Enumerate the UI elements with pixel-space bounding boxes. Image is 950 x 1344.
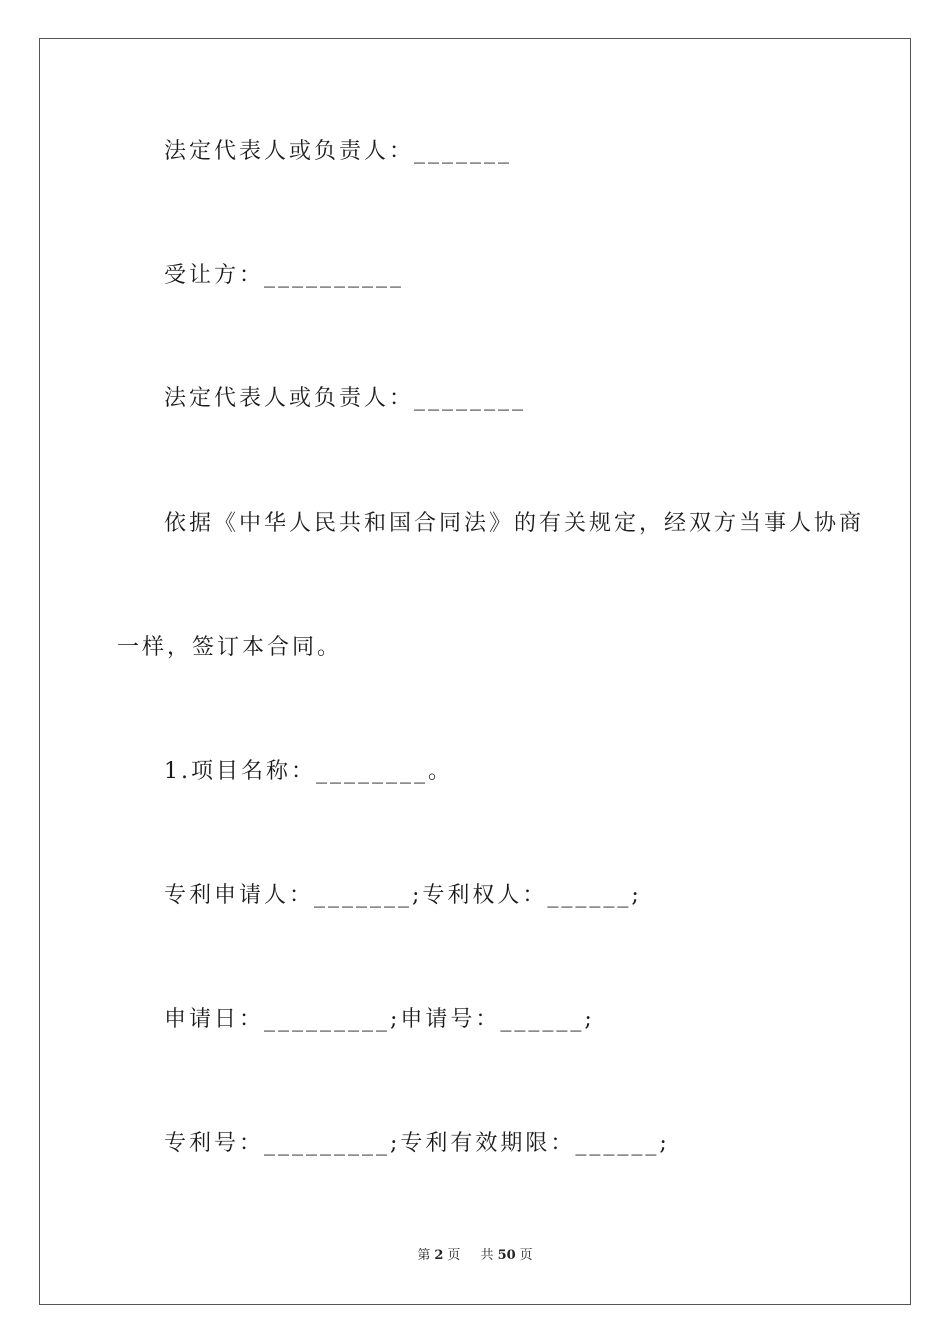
legal-representative-line-2: 法定代表人或负责人：________ xyxy=(164,386,527,411)
patent-applicant-line: 专利申请人：_______;专利权人：______; xyxy=(164,883,642,908)
total-prefix: 共 xyxy=(480,1248,494,1263)
page-suffix: 页 xyxy=(447,1248,461,1263)
application-date-line: 申请日：_________;申请号：______; xyxy=(164,1007,595,1032)
page-footer xyxy=(0,1247,950,1265)
patent-number-line: 专利号：_________;专利有效期限：______; xyxy=(164,1131,670,1156)
total-count: 50 xyxy=(497,1248,516,1263)
page-total xyxy=(479,1248,535,1263)
preamble-paragraph-line-2: 一样，签订本合同。 xyxy=(117,635,343,660)
page-number xyxy=(415,1248,462,1263)
page-current: 2 xyxy=(434,1248,444,1263)
total-suffix: 页 xyxy=(519,1248,533,1263)
preamble-paragraph-line-1: 依据《中华人民共和国合同法》的有关规定，经双方当事人协商 xyxy=(164,511,865,536)
page-frame xyxy=(39,38,911,1305)
page-prefix: 第 xyxy=(417,1248,431,1263)
project-name-line: 1.项目名称：________。 xyxy=(164,759,453,784)
transferee-line: 受让方：__________ xyxy=(164,263,405,288)
legal-representative-line-1: 法定代表人或负责人：_______ xyxy=(164,139,513,164)
